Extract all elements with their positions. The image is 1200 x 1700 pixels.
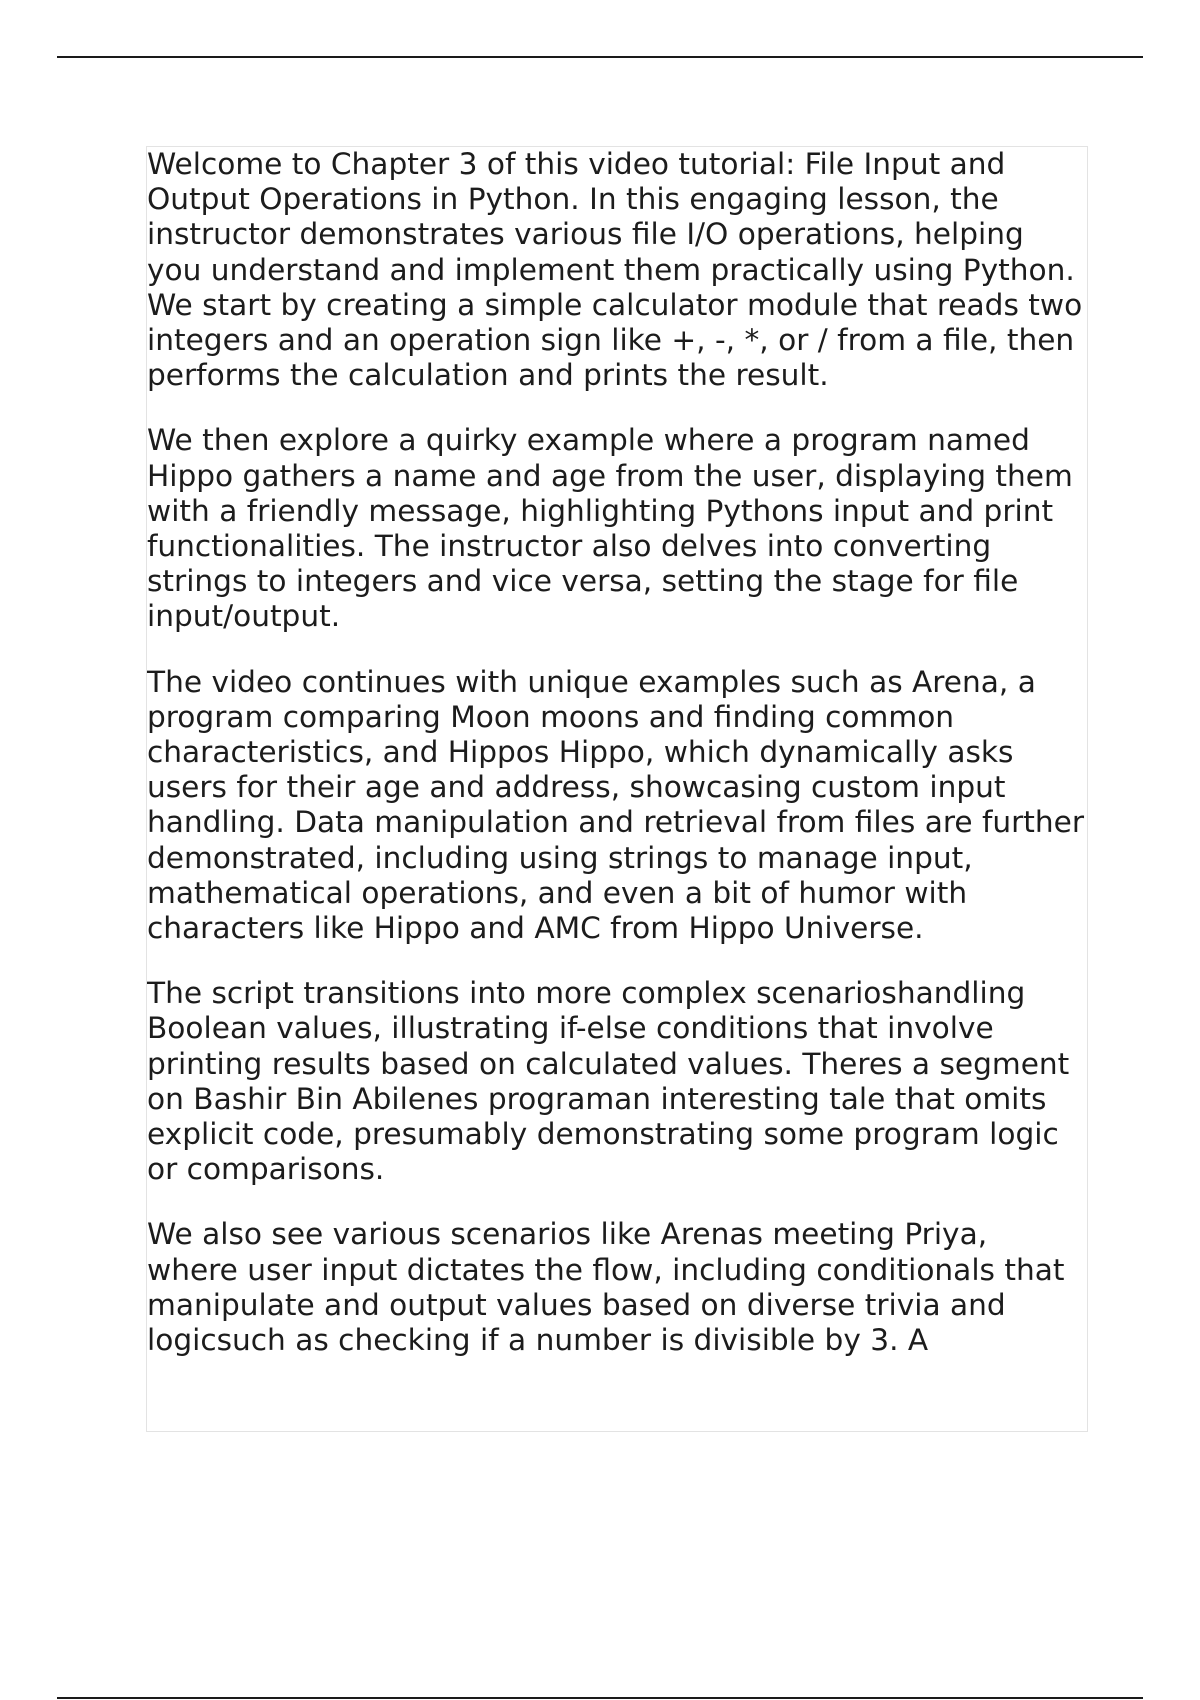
header-rule [57, 56, 1143, 58]
text-frame [146, 146, 1088, 1432]
paragraph-5: We also see various scenarios like Arenas meeting Priya, where user input dictates the flow, including conditionals that manipulate and output values based on diverse trivia and logicsuch as checking if a number is divisible by 3. A [147, 1217, 1065, 1358]
paragraph-3: The video continues with unique examples such as Arena, a program comparing Moon moons and finding common characteristics, and Hippos Hippo, which dynamically asks users for their age and address, showcasing custom input handling. Data manipulation and retrieval from files are further demonstrated, including using strings to manage input, mathematical operations, and even a bit of humor with characters like Hippo and AMC from Hippo Universe. [147, 664, 1085, 946]
paragraph-2: We then explore a quirky example where a program named Hippo gathers a name and age from the user, displaying them with a friendly message, highlighting Pythons input and print functionalities. The instructor also delves into converting strings to integers and vice versa, setting the stage for file input/output. [147, 423, 1073, 634]
footer-rule [57, 1697, 1143, 1699]
paragraph-4: The script transitions into more complex scenarioshandling Boolean values, illustrating if-else conditions that involve printing results based on calculated values. Theres a segment on Bashir Bin Abilenes programan interesting tale that omits explicit code, presumably demonstrating some program logic or comparisons. [147, 976, 1070, 1187]
paragraph-1: Welcome to Chapter 3 of this video tutorial: File Input and Output Operations in Python. In this engaging lesson, the instructor demonstrates various file I/O operations, helping you understand and implement them practically using Python. We start by creating a simple calculator module that reads two integers and an operation sign like +, -, *, or / from a file, then performs the calculation and prints the result. [147, 147, 1083, 393]
